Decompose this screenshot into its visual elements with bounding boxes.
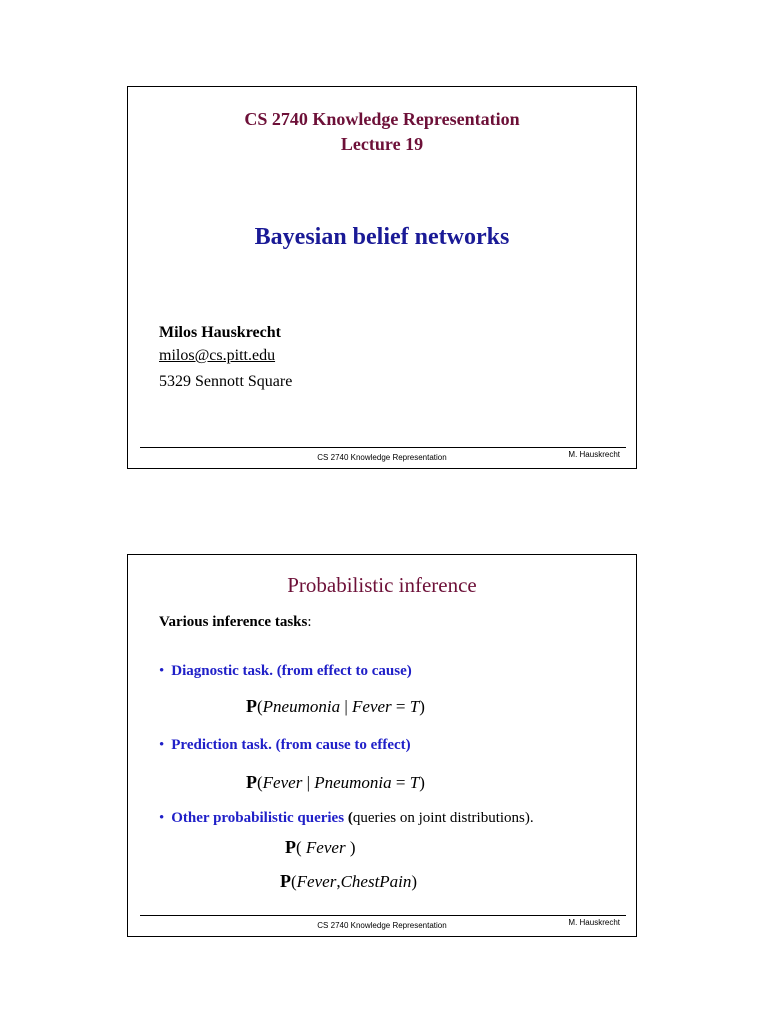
formula-diagnostic	[246, 696, 425, 717]
comma: ,	[336, 872, 341, 891]
bullet-dot-icon: •	[159, 810, 165, 826]
bullet-text: Diagnostic task. (from effect to cause)	[171, 663, 412, 679]
intro-line	[159, 614, 312, 631]
footer-author: M. Hauskrecht	[568, 450, 620, 459]
bullet-paren-open: (	[344, 810, 353, 826]
course-title: CS 2740 Knowledge Representation	[244, 109, 520, 129]
intro-bold: Various inference tasks	[159, 614, 308, 630]
formula-value: T	[409, 773, 420, 792]
formula-arg: Pneumonia	[314, 773, 392, 792]
given-bar: |	[302, 773, 315, 792]
lecture-title: Bayesian belief networks	[254, 224, 510, 250]
equals-sign: =	[391, 773, 410, 792]
paren-open: (	[257, 697, 263, 716]
footer-course: CS 2740 Knowledge Representation	[317, 921, 447, 930]
bullet-dot-icon: •	[159, 663, 165, 679]
prob-symbol: P	[280, 871, 291, 891]
formula-value: T	[409, 697, 420, 716]
equals-sign: =	[391, 697, 410, 716]
bullet-text-rest: queries on joint distributions).	[352, 810, 534, 826]
bullet-text-bold: Other probabilistic queries	[171, 810, 345, 826]
formula-arg: ChestPain	[340, 872, 412, 891]
formula-arg: Fever	[352, 697, 392, 716]
given-bar: |	[340, 697, 353, 716]
paren-open: (	[291, 872, 297, 891]
intro-colon: :	[307, 614, 312, 630]
formula-arg: Fever	[262, 773, 303, 792]
slide-title	[127, 86, 637, 469]
bullet-text: Prediction task. (from cause to effect)	[171, 737, 411, 753]
paren-open: (	[296, 838, 306, 857]
slide-heading: Probabilistic inference	[287, 573, 477, 597]
formula-arg: Fever	[305, 838, 346, 857]
paren-close: )	[419, 697, 425, 716]
lecture-number: Lecture 19	[340, 134, 424, 154]
prob-symbol: P	[246, 772, 257, 792]
slide-probabilistic-inference	[127, 554, 637, 937]
paren-close: )	[345, 838, 356, 857]
author-email-link[interactable]: milos@cs.pitt.edu	[159, 347, 276, 364]
bullet-prediction	[159, 737, 411, 754]
paren-open: (	[257, 773, 263, 792]
office-location: 5329 Sennott Square	[159, 373, 293, 390]
formula-joint	[280, 871, 417, 892]
formula-marginal	[285, 837, 355, 858]
footer-divider	[140, 915, 626, 916]
prob-symbol: P	[285, 837, 296, 857]
footer-course: CS 2740 Knowledge Representation	[317, 453, 447, 462]
formula-arg: Pneumonia	[262, 697, 341, 716]
paren-close: )	[419, 773, 425, 792]
prob-symbol: P	[246, 696, 257, 716]
bullet-other-queries	[159, 810, 534, 827]
footer-divider	[140, 447, 626, 448]
bullet-dot-icon: •	[159, 737, 165, 753]
formula-arg: Fever	[296, 872, 337, 891]
paren-close: )	[411, 872, 418, 891]
footer-author: M. Hauskrecht	[568, 918, 620, 927]
author-name: Milos Hauskrecht	[159, 324, 281, 341]
bullet-diagnostic	[159, 663, 412, 680]
formula-prediction	[246, 772, 425, 793]
